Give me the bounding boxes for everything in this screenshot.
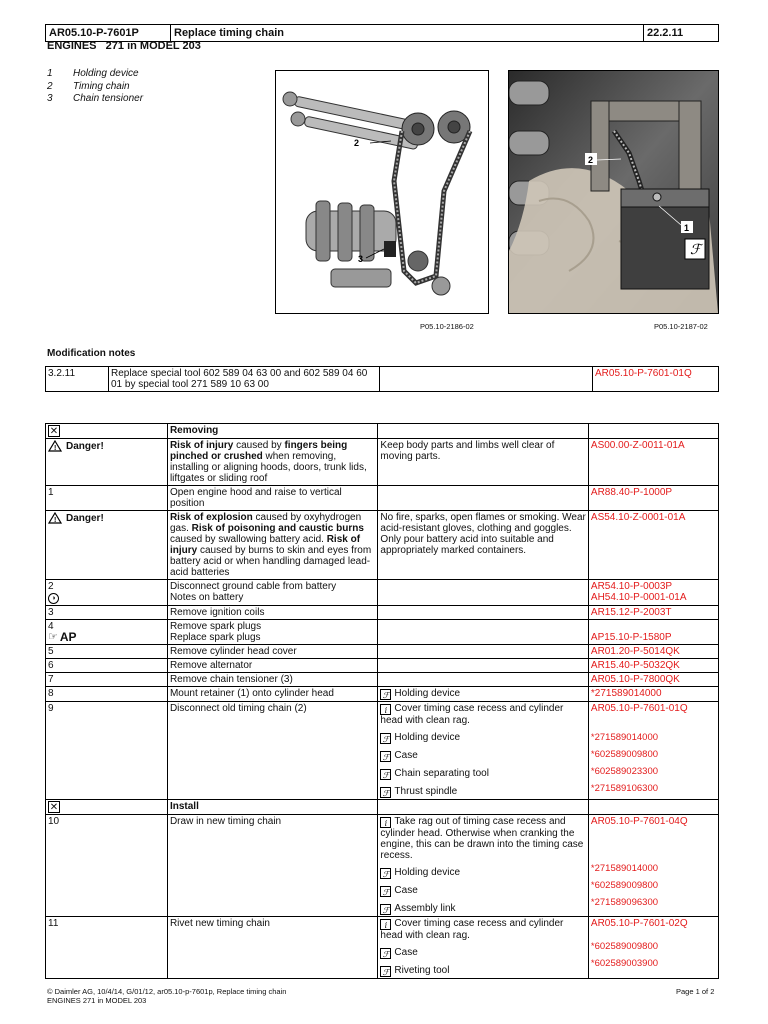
doc-title: Replace timing chain	[171, 25, 644, 42]
page-footer	[47, 987, 286, 1005]
left-figure-caption: P05.10-2186-02	[420, 322, 474, 331]
figure-legend	[47, 68, 143, 106]
callout-2: 2	[588, 155, 594, 165]
callout-3: 3	[358, 254, 364, 264]
right-figure-caption: P05.10-2187-02	[654, 322, 708, 331]
step-text: Disconnect ground cable from battery	[169, 581, 337, 592]
svg-text:ℱ: ℱ	[690, 242, 702, 258]
warning-triangle-icon	[48, 440, 62, 452]
tool-name: Holding device	[394, 867, 461, 878]
removing-icon: ✕	[49, 426, 59, 437]
special-tool-icon: ℱ	[380, 733, 391, 744]
engine-photo	[508, 70, 719, 314]
step-number: 5	[46, 645, 168, 659]
install-icon: ✕	[49, 802, 59, 813]
step-text: Disconnect old timing chain (2)	[167, 702, 377, 800]
special-tool-icon: ℱ	[380, 751, 391, 762]
step-number: 8	[46, 687, 168, 702]
tool-ref-link[interactable]: *602589009800	[590, 749, 659, 760]
legend-item: 2 Timing chain	[47, 80, 130, 92]
svg-text:!: !	[54, 445, 57, 452]
step-text: Rivet new timing chain	[167, 917, 377, 979]
ap-text: Replace spark plugs	[169, 632, 261, 643]
special-tool-icon: ℱ	[380, 886, 391, 897]
info-icon: i	[380, 704, 391, 715]
step-ref-link[interactable]: AR15.12-P-2003T	[588, 606, 718, 620]
step-text: Draw in new timing chain	[167, 815, 377, 917]
step-ref-link[interactable]: AR05.10-P-7800QK	[588, 673, 718, 687]
callout-2: 2	[354, 138, 360, 148]
tool-ref-link[interactable]: *271589014000	[590, 863, 659, 874]
ap-ref-link[interactable]: AP15.10-P-1580P	[590, 632, 672, 643]
info-text: Take rag out of timing case recess and cylinder head. Otherwise when cranking the engine, this can be drawn into the timing case recess.	[380, 816, 584, 861]
danger-ref-link[interactable]: AS00.00-Z-0011-01A	[588, 439, 718, 486]
notes-ref-link[interactable]: AH54.10-P-0001-01A	[590, 592, 687, 603]
info-ref-link[interactable]: AR05.10-P-7601-04Q	[590, 816, 688, 827]
install-heading: Install	[167, 800, 377, 815]
step-number: 3	[46, 606, 168, 620]
danger-note: Keep body parts and limbs well clear of moving parts.	[378, 439, 588, 486]
svg-text:!: !	[54, 517, 57, 524]
special-tool-icon: ℱ	[380, 868, 391, 879]
tool-ref-link[interactable]: *602589023300	[590, 766, 659, 777]
warning-triangle-icon	[48, 512, 62, 524]
tool-ref-link[interactable]: *602589009800	[590, 941, 659, 952]
special-tool-icon: ℱ	[380, 769, 391, 780]
modification-notes-heading: Modification notes	[47, 348, 136, 359]
info-text: Cover timing case recess and cylinder head with clean rag.	[380, 918, 564, 941]
notes-text: Notes on battery	[169, 592, 244, 603]
tool-name: Riveting tool	[394, 965, 450, 976]
ap-hand-icon: ☞ AP	[48, 630, 77, 644]
step-number: 7	[46, 673, 168, 687]
tool-name: Holding device	[394, 732, 461, 743]
engines-line: ENGINES 271 in MODEL 203	[47, 40, 201, 52]
footer-copyright: © Daimler AG, 10/4/14, G/01/12, ar05.10-p-7601p, Replace timing chain	[47, 987, 287, 996]
info-ref-link[interactable]: AR05.10-P-7601-01Q	[590, 703, 688, 714]
tool-ref-link[interactable]: *271589096300	[590, 897, 659, 908]
special-tool-icon: ℱ	[380, 689, 391, 700]
legend-item: 1 Holding device	[47, 68, 139, 79]
info-icon: i	[380, 817, 391, 828]
danger-text: Risk of explosion caused by oxyhydrogen gas. Risk of poisoning and caustic burns caused by swallowing battery acid. Risk of injury caused by burns to skin and eyes from battery acid or when handling damaged lead-acid batteries	[167, 511, 377, 580]
step-number: 6	[46, 659, 168, 673]
tool-ref-link[interactable]: *271589014000	[590, 732, 659, 743]
step-text: Remove chain tensioner (3)	[167, 673, 377, 687]
step-text: Open engine hood and raise to vertical position	[167, 486, 377, 511]
tool-ref-link[interactable]: *271589014000	[588, 687, 718, 702]
tool-ref-link[interactable]: *271589106300	[590, 783, 659, 794]
step-text: Remove alternator	[167, 659, 377, 673]
special-tool-icon: ℱ	[380, 948, 391, 959]
special-tool-icon: ℱ	[380, 966, 391, 977]
procedure-table	[45, 423, 719, 979]
info-text: Cover timing case recess and cylinder head with clean rag.	[380, 703, 564, 726]
step-text: Remove cylinder head cover	[167, 645, 377, 659]
step-ref-link[interactable]: AR88.40-P-1000P	[588, 486, 718, 511]
step-number: 2	[48, 581, 54, 592]
removing-heading: Removing	[167, 424, 377, 439]
step-text: Mount retainer (1) onto cylinder head	[167, 687, 377, 702]
doc-date: 22.2.11	[644, 25, 719, 42]
special-tool-icon: ℱ	[380, 904, 391, 915]
notes-icon: ◑	[48, 593, 59, 604]
tool-ref-link[interactable]: *602589009800	[590, 880, 659, 891]
tool-name: Assembly link	[394, 903, 456, 914]
danger-label: Danger!	[66, 512, 104, 524]
tool-name: Case	[394, 750, 418, 761]
engine-timing-illustration	[275, 70, 489, 314]
step-ref-link[interactable]: AR15.40-P-5032QK	[588, 659, 718, 673]
step-number: 4	[48, 621, 54, 632]
mod-ref-link[interactable]: AR05.10-P-7601-01Q	[593, 367, 719, 392]
step-number: 10	[46, 815, 168, 917]
step-ref-link[interactable]: AR01.20-P-5014QK	[588, 645, 718, 659]
step-number: 11	[46, 917, 168, 979]
danger-label: Danger!	[66, 440, 104, 452]
tool-name: Chain separating tool	[394, 768, 489, 779]
step-number: 1	[46, 486, 168, 511]
mod-text: Replace special tool 602 589 04 63 00 and 602 589 04 60 01 by special tool 271 589 10 63 00	[109, 367, 380, 392]
info-ref-link[interactable]: AR05.10-P-7601-02Q	[590, 918, 688, 929]
footer-engines: ENGINES 271 in MODEL 203	[47, 996, 147, 1005]
info-icon: i	[380, 919, 391, 930]
doc-number: AR05.10-P-7601P	[46, 25, 171, 42]
special-tool-icon: ℱ	[380, 787, 391, 798]
step-text: Remove spark plugs	[169, 621, 262, 632]
tool-ref-link[interactable]: *602589003900	[590, 958, 659, 969]
danger-text: Risk of injury caused by fingers being pinched or crushed when removing, installing or aligning hoods, doors, trunk lids, liftgates or sliding roof	[167, 439, 377, 486]
step-ref-link[interactable]: AR54.10-P-0003P	[590, 581, 673, 592]
step-text: Remove ignition coils	[167, 606, 377, 620]
legend-item: 3 Chain tensioner	[47, 93, 144, 104]
tool-name: Holding device	[394, 688, 461, 699]
page-number: Page 1 of 2	[676, 987, 715, 996]
tool-name: Case	[394, 885, 418, 896]
danger-ref-link[interactable]: AS54.10-Z-0001-01A	[588, 511, 718, 580]
mod-date: 3.2.11	[46, 367, 109, 392]
danger-note: No fire, sparks, open flames or smoking. Wear acid-resistant gloves, clothing and goggles. Only pour battery acid into suitable and appropriately marked containers.	[378, 511, 588, 580]
callout-1: 1	[684, 223, 690, 233]
step-number: 9	[46, 702, 168, 800]
modification-notes-table	[45, 366, 719, 392]
tool-name: Thrust spindle	[394, 786, 458, 797]
tool-name: Case	[394, 947, 418, 958]
